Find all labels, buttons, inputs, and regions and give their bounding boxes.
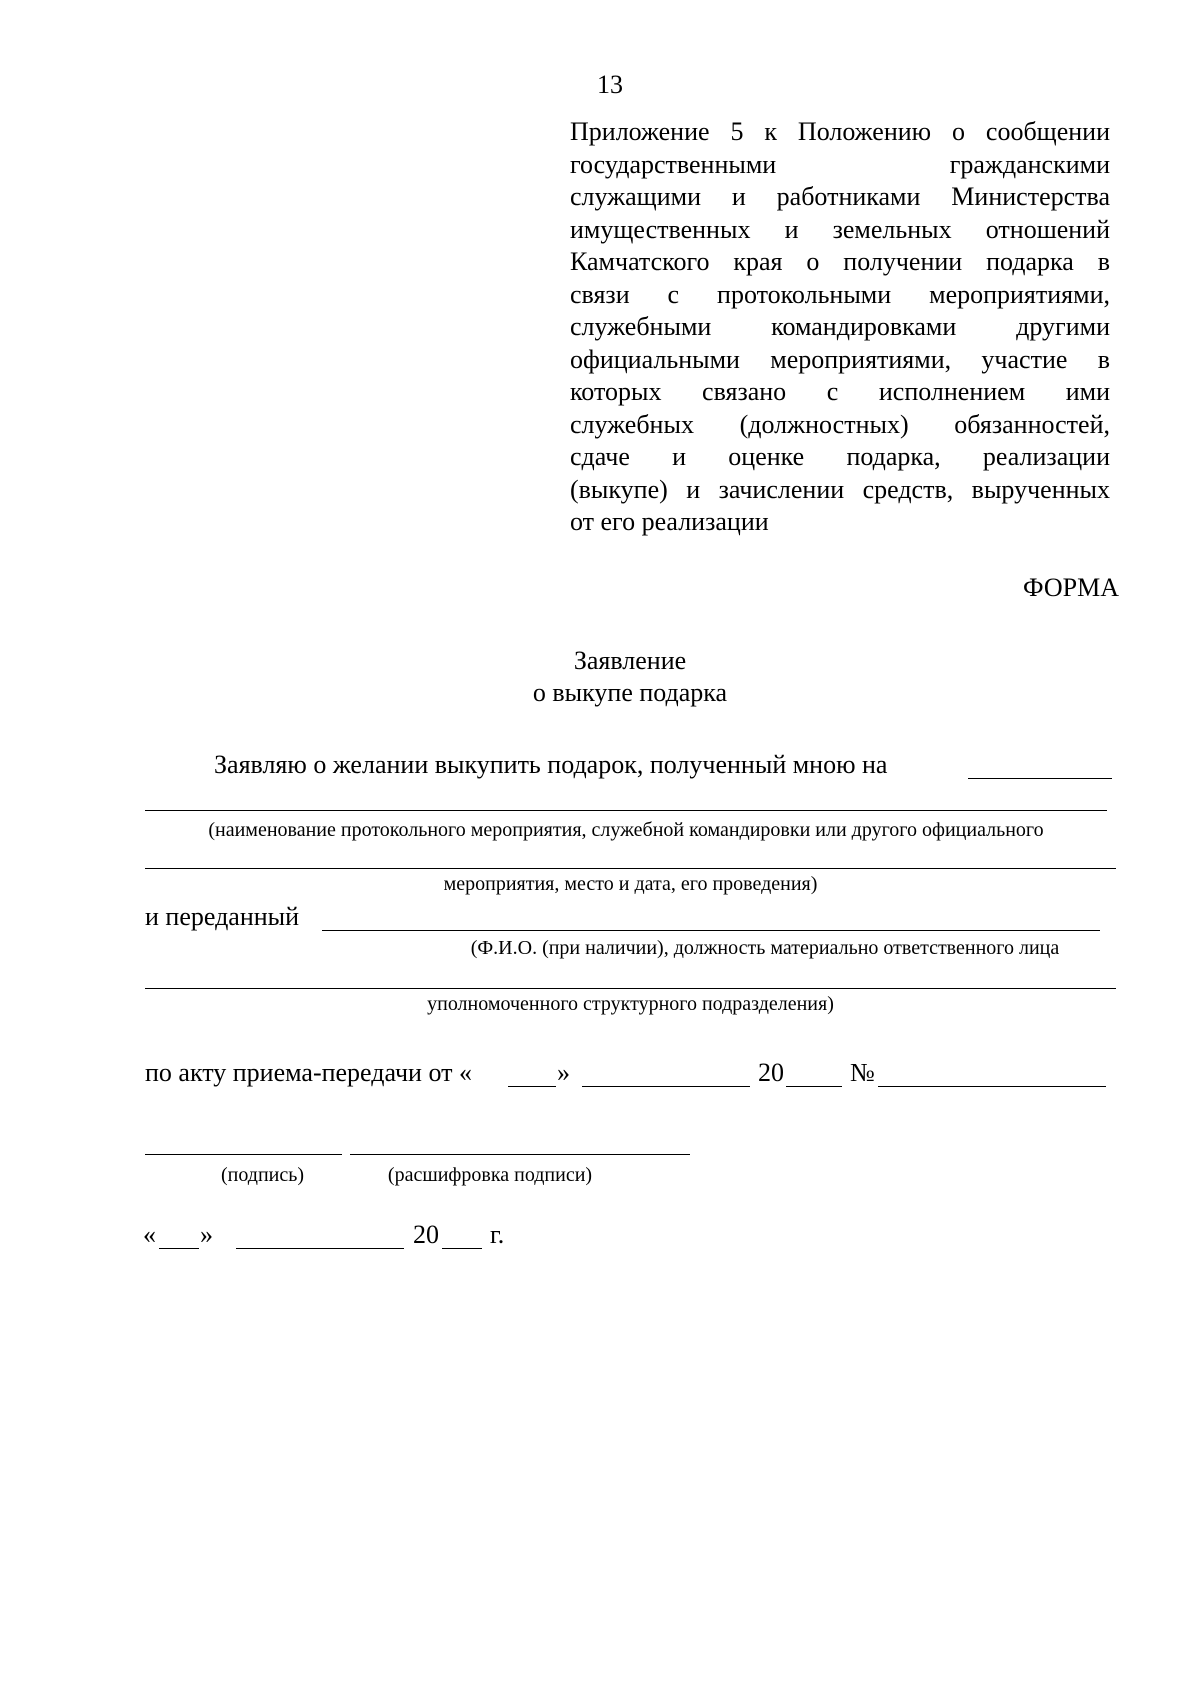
- caption-person-2: уполномоченного структурного подразделения): [427, 993, 834, 1015]
- event-blank-3[interactable]: [145, 868, 1116, 869]
- signature-blank[interactable]: [145, 1154, 342, 1155]
- act-number-sign: №: [850, 1058, 875, 1087]
- appendix-header: [570, 116, 1110, 539]
- act-prefix: по акту приема-передачи от «: [145, 1058, 472, 1087]
- act-quote-close: »: [557, 1058, 570, 1087]
- date-year-suffix: г.: [490, 1220, 505, 1249]
- person-blank-1[interactable]: [322, 930, 1100, 931]
- transferred-label: и переданный: [145, 902, 300, 931]
- form-label: ФОРМА: [1023, 573, 1119, 602]
- statement-intro: Заявляю о желании выкупить подарок, полученный мною на: [214, 750, 888, 779]
- appendix-line: сдаче и оценке подарка, реализации: [570, 442, 1110, 471]
- date-year-blank[interactable]: [442, 1248, 482, 1249]
- caption-signature-decode: (расшифровка подписи): [387, 1164, 593, 1186]
- act-year-blank[interactable]: [786, 1086, 842, 1087]
- document-subtitle: о выкупе подарка: [532, 678, 728, 707]
- appendix-line: имущественных и земельных отношений: [570, 214, 1110, 244]
- appendix-line: официальными мероприятиями, участие в: [570, 344, 1110, 374]
- act-month-blank[interactable]: [582, 1086, 750, 1087]
- act-day-blank[interactable]: [508, 1086, 556, 1087]
- appendix-line: которых связано с исполнением ими: [570, 377, 1110, 406]
- act-year-prefix: 20: [758, 1058, 784, 1087]
- event-blank-1[interactable]: [968, 778, 1112, 779]
- appendix-line: служебными командировками другими: [570, 312, 1110, 341]
- caption-signature: (подпись): [220, 1164, 305, 1186]
- appendix-line: служащими и работниками Министерства: [570, 182, 1110, 211]
- document-title: Заявление: [573, 646, 687, 675]
- appendix-line: служебных (должностных) обязанностей,: [570, 409, 1110, 439]
- appendix-line: Камчатского края о получении подарка в: [570, 247, 1110, 276]
- caption-event-2: мероприятия, место и дата, его проведения): [443, 873, 818, 895]
- act-number-blank[interactable]: [878, 1086, 1106, 1087]
- event-blank-2[interactable]: [145, 810, 1107, 811]
- date-year-prefix: 20: [413, 1220, 439, 1249]
- appendix-line: связи с протокольными мероприятиями,: [570, 279, 1110, 309]
- date-quote-close: »: [200, 1220, 213, 1249]
- appendix-line: государственными гражданскими: [570, 149, 1110, 179]
- caption-event-1: (наименование протокольного мероприятия, служебной командировки или другого официального: [208, 819, 1044, 841]
- person-blank-2[interactable]: [145, 988, 1116, 989]
- appendix-line: (выкупе) и зачислении средств, вырученных: [570, 474, 1110, 504]
- page-number: 13: [597, 70, 623, 99]
- date-quote-open: «: [143, 1220, 156, 1249]
- appendix-line: от его реализации: [570, 507, 769, 536]
- date-month-blank[interactable]: [236, 1248, 404, 1249]
- caption-person-1: (Ф.И.О. (при наличии), должность материально ответственного лица: [470, 937, 1060, 959]
- date-day-blank[interactable]: [159, 1248, 199, 1249]
- appendix-line: Приложение 5 к Положению о сообщении: [570, 117, 1110, 146]
- signature-decode-blank[interactable]: [350, 1154, 690, 1155]
